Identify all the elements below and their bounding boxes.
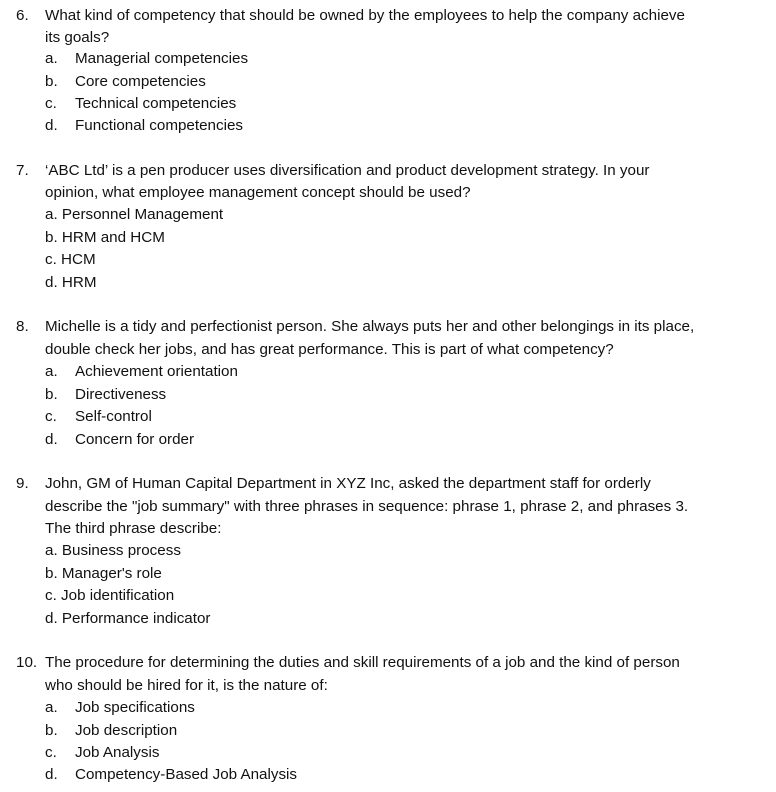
option-letter: b. [45,73,58,90]
question-text-line: opinion, what employee management concept should be used? [45,184,471,201]
question-number: 10. [16,654,38,671]
option-letter: c. [45,408,57,425]
option-letter: b. [45,722,58,739]
option-letter: d. [45,117,58,134]
question-text-line: ‘ABC Ltd’ is a pen producer uses diversification and product development strategy. In your [45,162,650,179]
option-letter: d. [45,431,58,448]
option-text: b. HRM and HCM [45,229,165,246]
option-text: b. Manager's role [45,565,162,582]
option-text: Self-control [75,408,152,425]
question-text-line: The third phrase describe: [45,520,222,537]
question-text-line: John, GM of Human Capital Department in XYZ Inc, asked the department staff for orderly [45,475,651,492]
option-letter: a. [45,50,58,67]
option-letter: a. [45,699,58,716]
option-text: Directiveness [75,386,167,403]
option-text: Concern for order [75,431,195,448]
option-text: d. HRM [45,274,97,291]
option-text: c. HCM [45,251,96,268]
option-letter: c. [45,95,57,112]
option-letter: d. [45,766,58,783]
option-text: Job specifications [75,699,195,716]
option-letter: c. [45,744,57,761]
question-number: 9. [16,475,29,492]
question-number: 6. [16,7,29,24]
option-text: Managerial competencies [75,50,249,67]
question-text-line: Michelle is a tidy and perfectionist person. She always puts her and other belongings in its place, [45,318,695,335]
question-text-line: The procedure for determining the duties and skill requirements of a job and the kind of person [45,654,680,671]
question-text-line: What kind of competency that should be owned by the employees to help the company achieve [45,7,685,24]
option-text: a. Business process [45,542,181,559]
option-text: c. Job identification [45,587,175,604]
option-text: Competency-Based Job Analysis [75,766,298,783]
option-text: Achievement orientation [75,363,238,380]
question-text-line: describe the "job summary" with three phrases in sequence: phrase 1, phrase 2, and phrases 3. [45,498,689,515]
option-text: Functional competencies [75,117,243,134]
option-text: a. Personnel Management [45,206,224,223]
option-text: Job Analysis [75,744,160,761]
question-text-line: who should be hired for it, is the nature of: [45,677,328,694]
option-letter: a. [45,363,58,380]
option-text: Core competencies [75,73,206,90]
option-text: d. Performance indicator [45,610,211,627]
question-number: 7. [16,162,29,179]
option-letter: b. [45,386,58,403]
question-text-line: its goals? [45,29,110,46]
option-text: Job description [75,722,178,739]
question-text-line: double check her jobs, and has great performance. This is part of what competency? [45,341,614,358]
question-number: 8. [16,318,29,335]
option-text: Technical competencies [75,95,237,112]
